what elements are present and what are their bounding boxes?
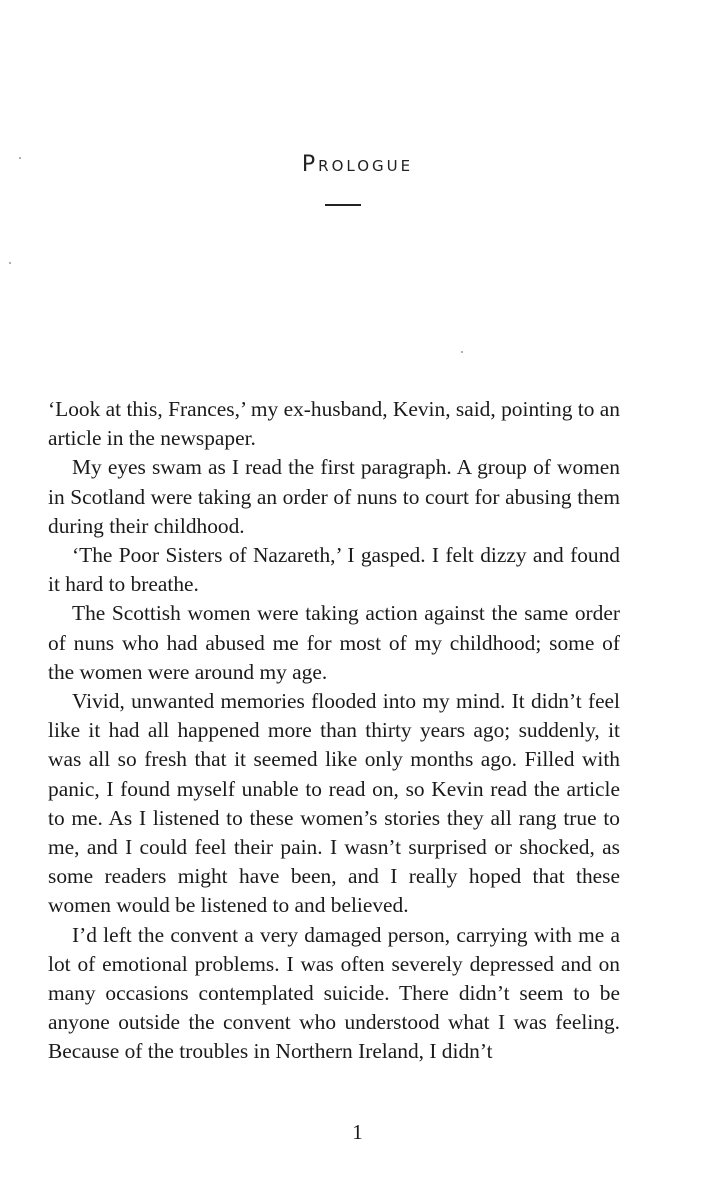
paragraph: The Scottish women were taking action against the same order of nuns who had abused me for most of my childhood; some of the women were around my age. — [48, 601, 620, 684]
scan-speck — [461, 351, 463, 353]
chapter-title: Prologue — [301, 152, 414, 177]
title-underline — [325, 204, 361, 206]
paragraph: My eyes swam as I read the first paragraph. A group of women in Scotland were taking an order of nuns to court for abusing them during their childhood. — [48, 455, 620, 538]
paragraph: Vivid, unwanted memories flooded into my mind. It didn’t feel like it had all happened more than thirty years ago; suddenly, it was all so fresh that it seemed like only months ago. Filled with panic, I found myself unable to read on, so Kevin read the article to me. As I listened to these women’s stories they all rang true to me, and I could feel their pain. I wasn’t surprised or shocked, as some readers might have been, and I really hoped that these women would be listened to and believed. — [48, 689, 620, 918]
scan-speck — [19, 157, 21, 159]
page-number: 1 — [352, 1120, 363, 1144]
paragraph: ‘The Poor Sisters of Nazareth,’ I gasped. I felt dizzy and found it hard to breathe. — [48, 543, 620, 597]
scan-speck — [9, 262, 11, 264]
paragraph: ‘Look at this, Frances,’ my ex-husband, Kevin, said, pointing to an article in the newspaper. — [48, 397, 620, 451]
paragraph: I’d left the convent a very damaged person, carrying with me a lot of emotional problems. I was often severely depressed and on many occasions contemplated suicide. There didn’t seem to be anyone outside the convent who understood what I was feeling. Because of the troubles in Northern Ireland, I didn’t — [48, 922, 620, 1064]
body-text — [48, 395, 620, 1067]
